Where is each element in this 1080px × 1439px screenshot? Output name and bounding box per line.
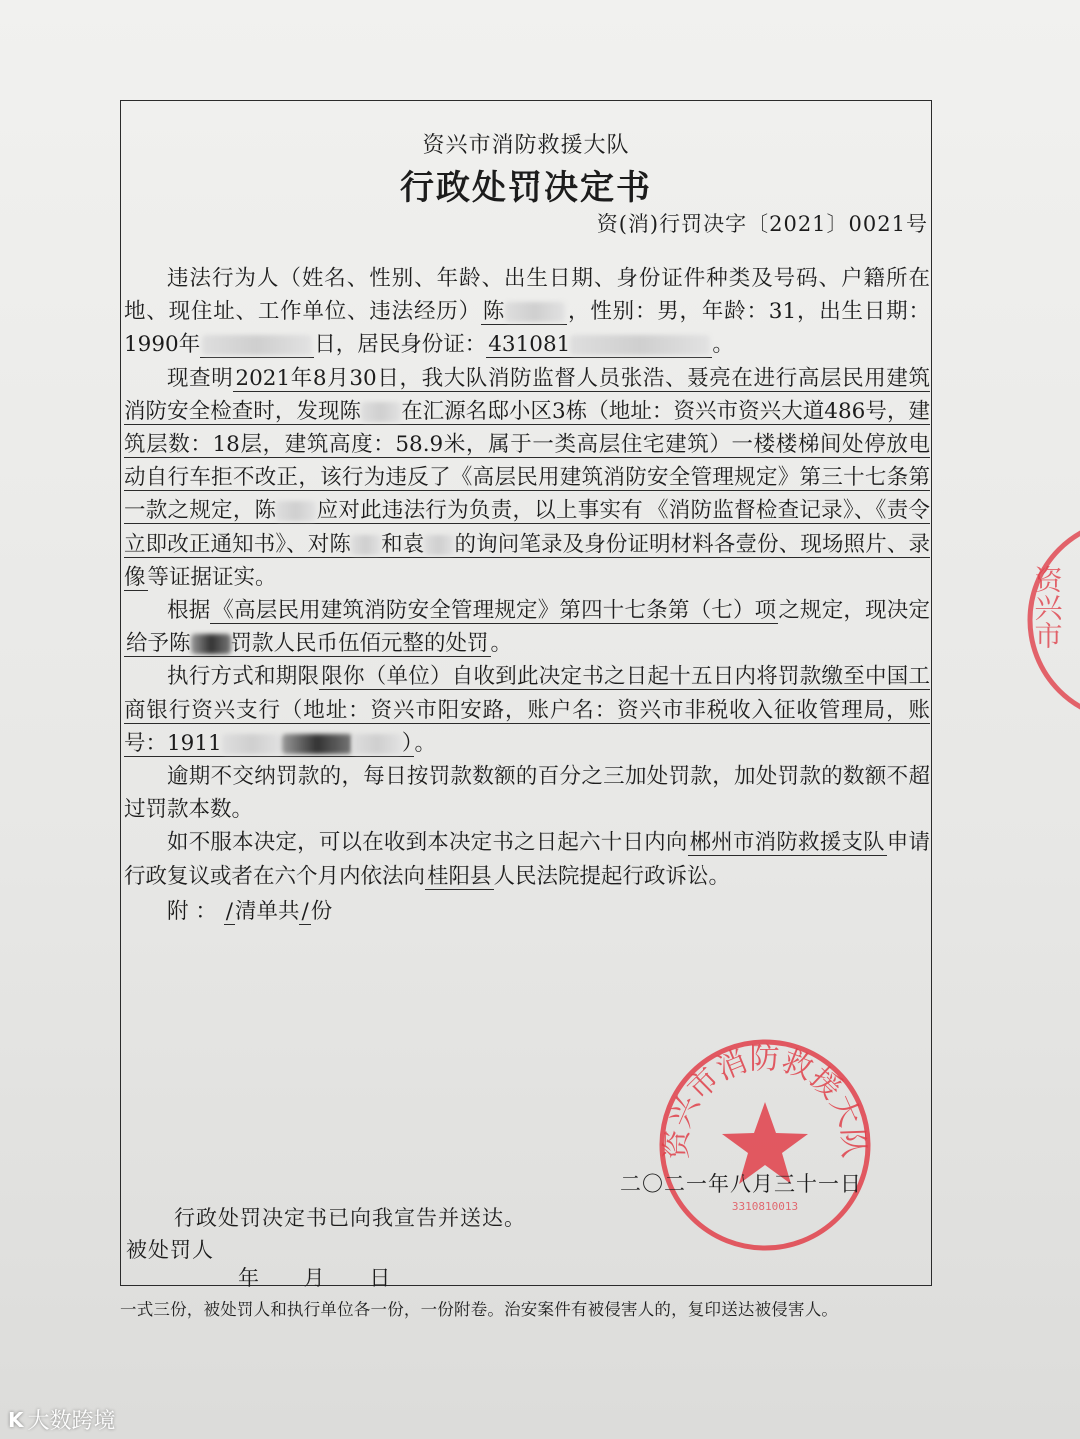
legal-basis: 《高层民用建筑消防安全管理规定》第四十七条第（七）项 bbox=[212, 598, 777, 624]
issuing-organization: 资兴市消防救援大队 bbox=[422, 133, 630, 158]
edge-seal-text: 资兴市 bbox=[1030, 565, 1064, 649]
facts-underlined: 2021年8月30日，我大队消防监督人员张浩、聂亮在进行高层民用建筑消防安全检查时，发现陈 在汇源名邸小区3栋（地址：资兴市资兴大道486号，建筑层数：18层，建筑高度：58.9米，属于一类高层住宅建筑）一楼楼梯间处停放电动自行车拒不改正，该行为违反了《高层民用建筑消防安全管理规定》第三十七条第一款之规定，陈 应对此违法行为负责，以上事实有 bbox=[124, 365, 930, 524]
appeal-paragraph: 如不服本决定，可以在收到本决定书之日起六十日内向郴州市消防救援支队申请行政复议或者在六个月内依法向桂阳县人民法院提起行政诉讼。 bbox=[124, 830, 930, 889]
decision-date: 二〇二一年八月三十一日 bbox=[620, 1172, 862, 1196]
payment-terms: 限你（单位）自收到此决定书之日起十五日内将罚款缴至中国工商银行资兴支行（地址：资兴市阳安路，账户名：资兴市非税收入征收管理局，账号：1911 ） bbox=[124, 664, 930, 756]
facts-paragraph: 现查明2021年8月30日，我大队消防监督人员张浩、聂亮在进行高层民用建筑消防安全检查时，发现陈 在汇源名邸小区3栋（地址：资兴市资兴大道486号，建筑层数：18层，建筑高度：58.9米，属于一类高层住宅建筑）一楼楼梯间处停放电动自行车拒不改正，该行为违反了《高层民用建筑消防安全管理规定》第三十七条第一款之规定，陈 应对此违法行为负责，以上事实有 《消防监督检查记录》、《责令立即改正通知书》、对陈 和袁 的询问笔录及身份证明材料各壹份、现场照片、录像等证据证实。 bbox=[124, 365, 930, 590]
watermark-logo-icon: K bbox=[8, 1407, 24, 1432]
signature-date-blank: 年 月 日 bbox=[238, 1266, 392, 1290]
id-number: 431081 bbox=[486, 332, 712, 358]
redacted-block bbox=[202, 335, 312, 355]
redacted-block bbox=[505, 302, 565, 322]
redacted-block bbox=[352, 734, 402, 754]
offender-paragraph: 违法行为人（姓名、性别、年龄、出生日期、身份证件种类及号码、户籍所在地、现住址、工作单位、违法经历）陈 ，性别：男，年龄：31，出生日期：1990年 日，居民身份证：431081 。 bbox=[124, 266, 930, 358]
court-name: 桂阳县 bbox=[427, 863, 492, 889]
payment-paragraph: 执行方式和期限限你（单位）自收到此决定书之日起十五日内将罚款缴至中国工商银行资兴支行（地址：资兴市阳安路，账户名：资兴市非税收入征收管理局，账号：1911 ）。 bbox=[124, 664, 930, 756]
document-title: 行政处罚决定书 bbox=[400, 168, 652, 208]
basis-paragraph: 根据《高层民用建筑消防安全管理规定》第四十七条第（七）项之规定，现决定给予陈 罚款人民币伍佰元整的处罚。 bbox=[126, 598, 930, 657]
review-authority: 郴州市消防救援支队 bbox=[689, 830, 885, 856]
attachment-line: 附 ： /清单共/份 bbox=[167, 898, 333, 924]
service-statement: 行政处罚决定书已向我宣告并送达。 bbox=[174, 1206, 526, 1230]
document-number: 资(消)行罚决字〔2021〕0021号 bbox=[596, 212, 928, 236]
redacted-block bbox=[424, 535, 454, 555]
redacted-block bbox=[351, 535, 381, 555]
redacted-block bbox=[570, 335, 710, 355]
redacted-block bbox=[191, 634, 231, 654]
redacted-block bbox=[282, 734, 352, 754]
birth-date-redacted bbox=[200, 332, 314, 358]
punished-person-label: 被处罚人 bbox=[126, 1238, 214, 1262]
seal-code: 3310810013 bbox=[731, 1200, 799, 1213]
redacted-block bbox=[222, 734, 282, 754]
edge-seal bbox=[1015, 510, 1080, 730]
official-seal bbox=[650, 1030, 880, 1260]
offender-name: 陈 bbox=[481, 299, 567, 325]
evidence-underlined: 《消防监督检查记录》、《责令立即改正通知书》、对陈 和袁 的询问笔录及身份证明材料各壹份、现场照片、录像 bbox=[124, 498, 930, 590]
watermark bbox=[8, 1404, 116, 1435]
copies-footnote: 一式三份，被处罚人和执行单位各一份，一份附卷。治安案件有被侵害人的，复印送达被侵害人。 bbox=[120, 1300, 839, 1319]
redacted-block bbox=[361, 402, 401, 422]
late-fee-paragraph: 逾期不交纳罚款的，每日按罚款数额的百分之三加处罚款，加处罚款的数额不超过罚款本数。 bbox=[124, 764, 930, 823]
document-body bbox=[124, 262, 930, 928]
watermark-text: 大数跨境 bbox=[27, 1409, 116, 1434]
seal-text: 资兴市消防救援大队 bbox=[659, 1041, 871, 1160]
redacted-block bbox=[276, 501, 316, 521]
penalty-decision: 给予陈 罚款人民币伍佰元整的处罚 bbox=[126, 631, 489, 657]
